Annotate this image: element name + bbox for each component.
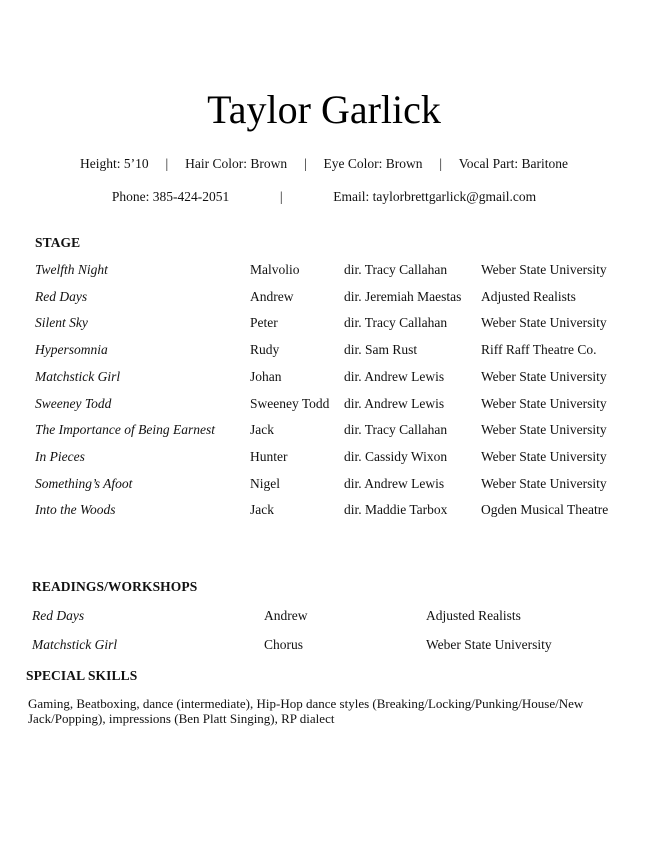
resume-name: Taylor Garlick xyxy=(207,87,441,132)
credit-show: Matchstick Girl xyxy=(35,368,121,384)
credit-role: Jack xyxy=(250,422,274,438)
reading-role: Andrew xyxy=(264,608,308,623)
table-row xyxy=(0,262,648,280)
credit-company: Weber State University xyxy=(481,448,607,464)
credit-show: In Pieces xyxy=(35,448,85,464)
hair-color-stat: Hair Color: Brown xyxy=(185,156,288,171)
credit-director: dir. Cassidy Wixon xyxy=(344,448,448,464)
special-skills-text: Gaming, Beatboxing, dance (intermediate), Hip-Hop dance styles (Breaking/Locking/Punking/House/New Jack/Popping), impressions (Ben Platt Singing), RP dialect xyxy=(28,696,584,726)
credit-role: Peter xyxy=(250,315,278,331)
credit-director: dir. Tracy Callahan xyxy=(344,422,448,438)
credit-role: Rudy xyxy=(250,342,280,358)
credit-role: Malvolio xyxy=(250,262,300,277)
credit-company: Riff Raff Theatre Co. xyxy=(481,342,597,358)
credit-director: dir. Andrew Lewis xyxy=(344,395,445,411)
credit-company: Ogden Musical Theatre xyxy=(481,502,609,518)
contact-line xyxy=(0,189,648,205)
table-row xyxy=(0,422,648,440)
reading-show: Red Days xyxy=(32,608,85,623)
credit-role: Johan xyxy=(250,368,282,384)
credit-show: Twelfth Night xyxy=(35,262,108,277)
credit-director: dir. Tracy Callahan xyxy=(344,262,448,277)
phone: Phone: 385-424-2051 xyxy=(111,189,230,204)
credit-role: Andrew xyxy=(250,288,294,304)
reading-role: Chorus xyxy=(264,637,304,652)
credit-director: dir. Sam Rust xyxy=(344,342,418,358)
table-row xyxy=(0,289,648,307)
credit-director: dir. Maddie Tarbox xyxy=(344,502,448,518)
reading-company: Weber State University xyxy=(426,637,552,652)
credit-show: Something’s Afoot xyxy=(35,475,133,491)
table-row xyxy=(0,342,648,360)
separator: | xyxy=(165,156,169,171)
table-row xyxy=(0,315,648,333)
credit-show: Silent Sky xyxy=(35,315,88,331)
credit-role: Hunter xyxy=(250,448,288,464)
credit-director: dir. Jeremiah Maestas xyxy=(344,288,462,304)
separator: | xyxy=(279,189,283,204)
table-row xyxy=(0,449,648,467)
reading-company: Adjusted Realists xyxy=(426,608,521,623)
credit-role: Sweeney Todd xyxy=(250,395,330,411)
credit-role: Jack xyxy=(250,502,274,518)
credit-company: Adjusted Realists xyxy=(481,288,576,304)
credit-show: Sweeney Todd xyxy=(35,395,112,411)
reading-show: Matchstick Girl xyxy=(32,637,118,652)
credit-company: Weber State University xyxy=(481,368,607,384)
special-skills-title: SPECIAL SKILLS xyxy=(26,668,138,683)
separator: | xyxy=(439,156,443,171)
credit-company: Weber State University xyxy=(481,422,607,438)
stage-section-title: STAGE xyxy=(35,235,81,250)
credit-show: The Importance of Being Earnest xyxy=(35,422,215,438)
eye-color-stat: Eye Color: Brown xyxy=(323,156,423,171)
credit-company: Weber State University xyxy=(481,315,607,331)
credit-director: dir. Andrew Lewis xyxy=(344,368,445,384)
table-row xyxy=(0,637,648,655)
credit-role: Nigel xyxy=(250,475,280,491)
vocal-part-stat: Vocal Part: Baritone xyxy=(458,156,568,171)
table-row xyxy=(0,476,648,494)
height-stat: Height: 5’10 xyxy=(80,156,149,171)
credit-director: dir. Tracy Callahan xyxy=(344,315,448,331)
credit-show: Hypersomnia xyxy=(35,342,108,358)
credit-show: Into the Woods xyxy=(35,502,116,518)
credit-company: Weber State University xyxy=(481,262,607,277)
credit-company: Weber State University xyxy=(481,475,607,491)
stats-line xyxy=(0,156,648,172)
table-row xyxy=(0,396,648,414)
email: Email: taylorbrettgarlick@gmail.com xyxy=(333,189,537,204)
readings-section-title: READINGS/WORKSHOPS xyxy=(32,579,198,594)
credit-show: Red Days xyxy=(35,288,88,304)
separator: | xyxy=(303,156,307,171)
table-row xyxy=(0,608,648,626)
table-row xyxy=(0,502,648,520)
table-row xyxy=(0,369,648,387)
credit-company: Weber State University xyxy=(481,395,607,411)
credit-director: dir. Andrew Lewis xyxy=(344,475,445,491)
